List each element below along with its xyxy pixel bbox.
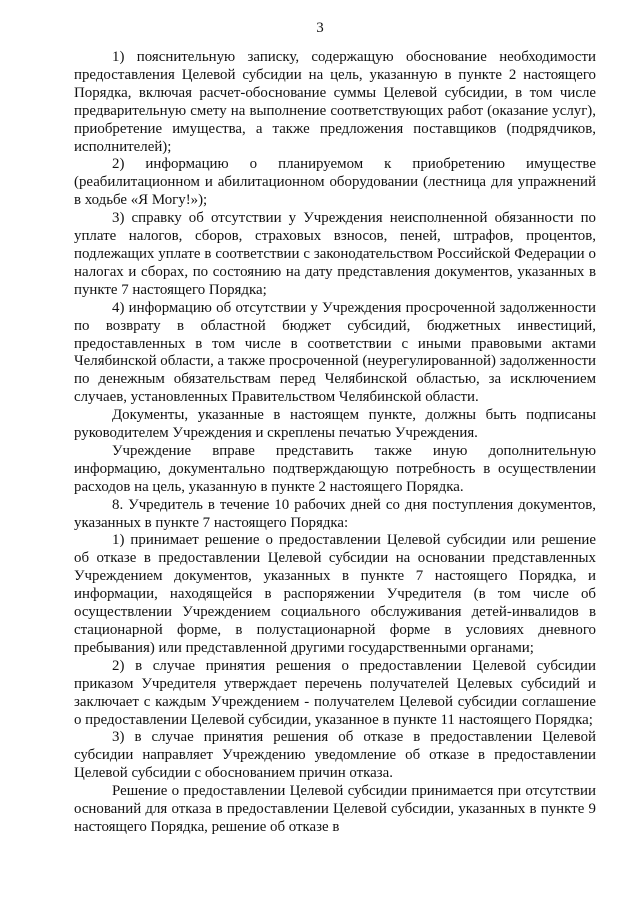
page-number: 3 [316, 20, 324, 36]
paragraph-additional-info: Учреждение вправе представить также иную дополнительную информацию, документально подтверждающую потребность в осуществлении расходов на цель, указанную в пункте 2 настоящего Порядка. [74, 442, 596, 495]
paragraph-decision-conditions: Решение о предоставлении Целевой субсидии принимается при отсутствии оснований для отказа в предоставлении Целевой субсидии, указанных в пункте 9 настоящего Порядка, решение об отказе в [74, 783, 596, 835]
paragraph-debt-info: 4) информацию об отсутствии у Учреждения просроченной задолженности по возврату в областной бюджет субсидий, бюджетных инвестиций, предоставленных в том числе в соответствии с иными правовыми актами Челябинской области, а также просроченной (неурегулированной) задолженности по денежным обязательствам перед Челябинской областью, за исключением случаев, установленных Правительством Челябинской области. [74, 299, 596, 406]
paragraph-decision: 1) принимает решение о предоставлении Целевой субсидии или решение об отказе в предоставлении Целевой субсидии на основании представленных Учреждением документов, указанных в пункте 7 настоящего Порядка, и информации, находящейся в распоряжении Учредителя (в том числе об осуществлении Учреждением социального обслуживания детей-инвалидов в стационарной форме, в полустационарной форме в условиях дневного пребывания) или представленной другими государственными органами; [74, 532, 596, 656]
paragraph-item-8: 8. Учредитель в течение 10 рабочих дней со дня поступления документов, указанных в пункте 7 настоящего Порядка: [74, 496, 596, 531]
paragraph-refusal-notice: 3) в случае принятия решения об отказе в предоставлении Целевой субсидии направляет Учреждению уведомление об отказе в предоставлении Целевой субсидии с обоснованием причин отказа. [74, 729, 596, 782]
paragraph-explanatory-note: 1) пояснительную записку, содержащую обоснование необходимости предоставления Целевой субсидии на цель, указанную в пункте 2 настоящего Порядка, включая расчет-обоснование суммы Целевой субсидии, в том числе предварительную смету на выполнение соответствующих работ (оказание услуг), приобретение имущества, а также предложения поставщиков (подрядчиков, исполнителей); [74, 49, 596, 155]
document-body [74, 49, 596, 837]
paragraph-signature-requirement: Документы, указанные в настоящем пункте, должны быть подписаны руководителем Учреждения и скреплены печатью Учреждения. [74, 407, 596, 442]
paragraph-approval: 2) в случае принятия решения о предоставлении Целевой субсидии приказом Учредителя утверждает перечень получателей Целевых субсидий и заключает с каждым Учреждением - получателем Целевой субсидии соглашение о предоставлении Целевой субсидии, указанное в пункте 11 настоящего Порядка; [74, 657, 596, 728]
paragraph-equipment-info: 2) информацию о планируемом к приобретению имуществе (реабилитационном и абилитационном оборудовании (лестница для упражнений в ходьбе «Я Могу!»); [74, 156, 596, 209]
paragraph-tax-certificate: 3) справку об отсутствии у Учреждения неисполненной обязанности по уплате налогов, сборов, страховых взносов, пеней, штрафов, процентов, подлежащих уплате в соответствии с законодательством Российской Федерации о налогах и сборах, по состоянию на дату представления документов, указанных в пункте 7 настоящего Порядка; [74, 210, 596, 298]
